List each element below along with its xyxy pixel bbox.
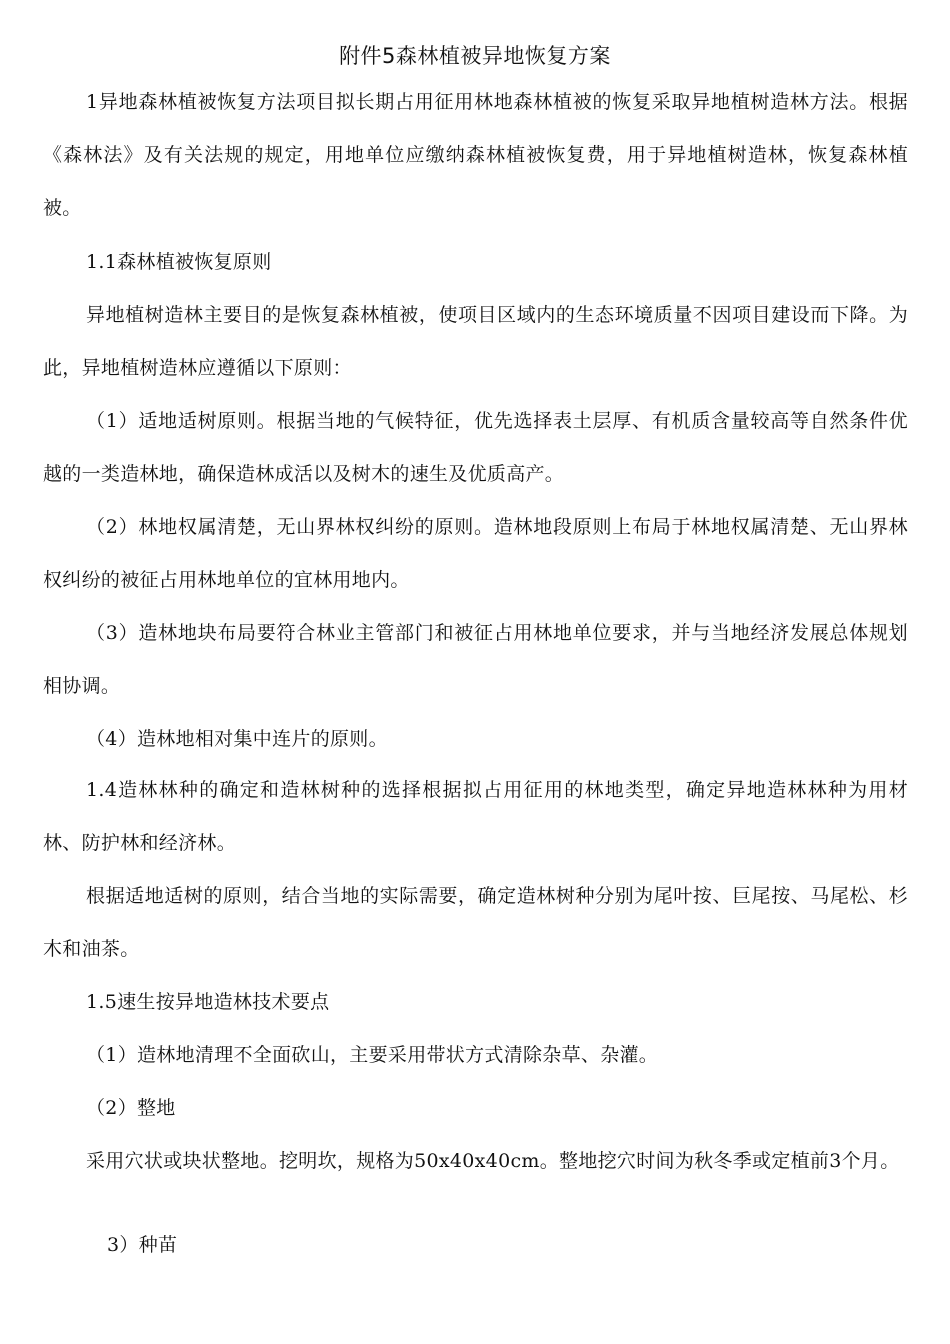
paragraph-principle-1: （1）适地适树原则。根据当地的气候特征，优先选择表土层厚、有机质含量较高等自然条件优越的一类造林地，确保造林成活以及树木的速生及优质高产。 <box>43 410 908 485</box>
paragraph-site-clearing: （1）造林地清理不全面砍山，主要采用带状方式清除杂草、杂灌。 <box>86 1044 659 1066</box>
paragraph-heading-1-5: 1.5速生按异地造林技术要点 <box>86 991 330 1013</box>
paragraph-land-prep: 采用穴状或块状整地。挖明坎，规格为50x40x40cm。整地挖穴时间为秋冬季或定植前3个月。 <box>86 1150 900 1172</box>
document-title: 附件5森林植被异地恢复方案 <box>339 44 611 68</box>
paragraph-land-prep-heading: （2）整地 <box>86 1097 176 1119</box>
paragraph-heading-1-4: 1.4造林林种的确定和造林树种的选择根据拟占用征用的林地类型，确定异地造林林种为用材林、防护林和经济林。 <box>43 779 908 854</box>
paragraph-purpose: 异地植树造林主要目的是恢复森林植被，使项目区域内的生态环境质量不因项目建设而下降。为此，异地植树造林应遵循以下原则： <box>43 304 908 379</box>
paragraph-principle-3: （3）造林地块布局要符合林业主管部门和被征占用林地单位要求，并与当地经济发展总体规划相协调。 <box>43 622 908 697</box>
paragraph-principle-4: （4）造林地相对集中连片的原则。 <box>86 728 388 750</box>
paragraph-seedlings-heading: 3）种苗 <box>107 1234 178 1256</box>
paragraph-tree-species: 根据适地适树的原则，结合当地的实际需要，确定造林树种分别为尾叶按、巨尾按、马尾松、杉木和油茶。 <box>43 885 908 960</box>
paragraph-heading-1-1: 1.1森林植被恢复原则 <box>86 251 272 273</box>
paragraph-intro: 1异地森林植被恢复方法项目拟长期占用征用林地森林植被的恢复采取异地植树造林方法。根据《森林法》及有关法规的规定，用地单位应缴纳森林植被恢复费，用于异地植树造林，恢复森林植被。 <box>43 91 908 219</box>
paragraph-principle-2: （2）林地权属清楚，无山界林权纠纷的原则。造林地段原则上布局于林地权属清楚、无山界林权纠纷的被征占用林地单位的宜林用地内。 <box>43 516 908 591</box>
